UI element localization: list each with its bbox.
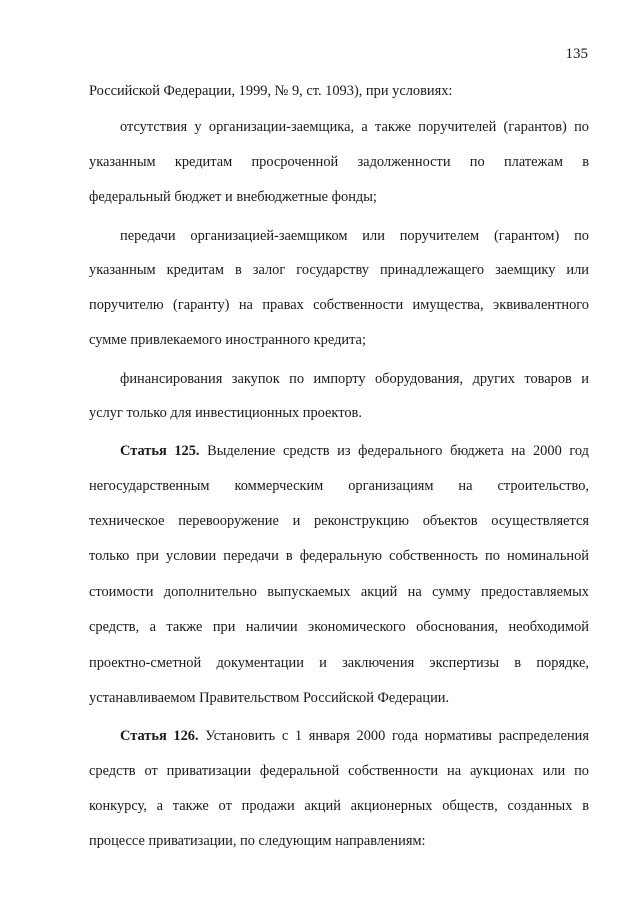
text-line xyxy=(89,296,589,314)
text-line xyxy=(89,261,589,279)
text-line xyxy=(89,477,589,495)
line-text: негосударственным коммерческим организациям на строительство, xyxy=(89,478,589,494)
text-line xyxy=(120,118,589,136)
line-text: Выделение средств из федерального бюджета на 2000 год xyxy=(199,443,589,459)
line-text: средств, а также при наличии экономического обоснования, необходимой xyxy=(89,619,589,635)
line-text: проектно-сметной документации и заключения экспертизы в порядке, xyxy=(89,655,589,671)
text-line xyxy=(89,762,589,780)
line-text: услуг только для инвестиционных проектов. xyxy=(89,405,362,421)
text-line xyxy=(120,227,589,245)
line-text: отсутствия у организации-заемщика, а также поручителей (гарантов) по xyxy=(120,119,589,135)
text-line xyxy=(89,188,589,206)
text-line xyxy=(120,727,589,745)
line-text: финансирования закупок по импорту оборудования, других товаров и xyxy=(120,371,589,387)
line-text: конкурсу, а также от продажи акций акционерных обществ, созданных в xyxy=(89,798,589,814)
text-line xyxy=(89,547,589,565)
line-text: сумме привлекаемого иностранного кредита; xyxy=(89,332,366,348)
text-line xyxy=(120,370,589,388)
text-line xyxy=(89,832,589,850)
line-text: только при условии передачи в федеральную собственность по номинальной xyxy=(89,548,589,564)
line-text: федеральный бюджет и внебюджетные фонды; xyxy=(89,189,377,205)
text-line xyxy=(89,797,589,815)
text-line xyxy=(89,82,589,100)
article-heading: Статья 125. xyxy=(120,443,200,459)
line-text: Российской Федерации, 1999, № 9, ст. 1093), при условиях: xyxy=(89,83,453,99)
text-line xyxy=(89,618,589,636)
line-text: стоимости дополнительно выпускаемых акций на сумму предоставляемых xyxy=(89,584,589,600)
line-text: передачи организацией-заемщиком или поручителем (гарантом) по xyxy=(120,228,589,244)
text-line xyxy=(89,331,589,349)
line-text: средств от приватизации федеральной собственности на аукционах или по xyxy=(89,763,589,779)
line-text: процессе приватизации, по следующим направлениям: xyxy=(89,833,426,849)
text-line xyxy=(89,689,589,707)
line-text: устанавливаемом Правительством Российской Федерации. xyxy=(89,690,450,706)
line-text: указанным кредитам в залог государству принадлежащего заемщику или xyxy=(89,262,589,278)
text-line xyxy=(120,442,589,460)
article-heading: Статья 126. xyxy=(120,728,199,744)
page-number: 135 xyxy=(565,46,588,62)
line-text: указанным кредитам просроченной задолженности по платежам в xyxy=(89,154,589,170)
text-line xyxy=(89,404,589,422)
text-line xyxy=(89,654,589,672)
line-text: Установить с 1 января 2000 года нормативы распределения xyxy=(198,728,589,744)
line-text: техническое перевооружение и реконструкцию объектов осуществляется xyxy=(89,513,589,529)
text-line xyxy=(89,153,589,171)
text-line xyxy=(89,512,589,530)
line-text: поручителю (гаранту) на правах собственности имущества, эквивалентного xyxy=(89,297,589,313)
text-line xyxy=(89,583,589,601)
